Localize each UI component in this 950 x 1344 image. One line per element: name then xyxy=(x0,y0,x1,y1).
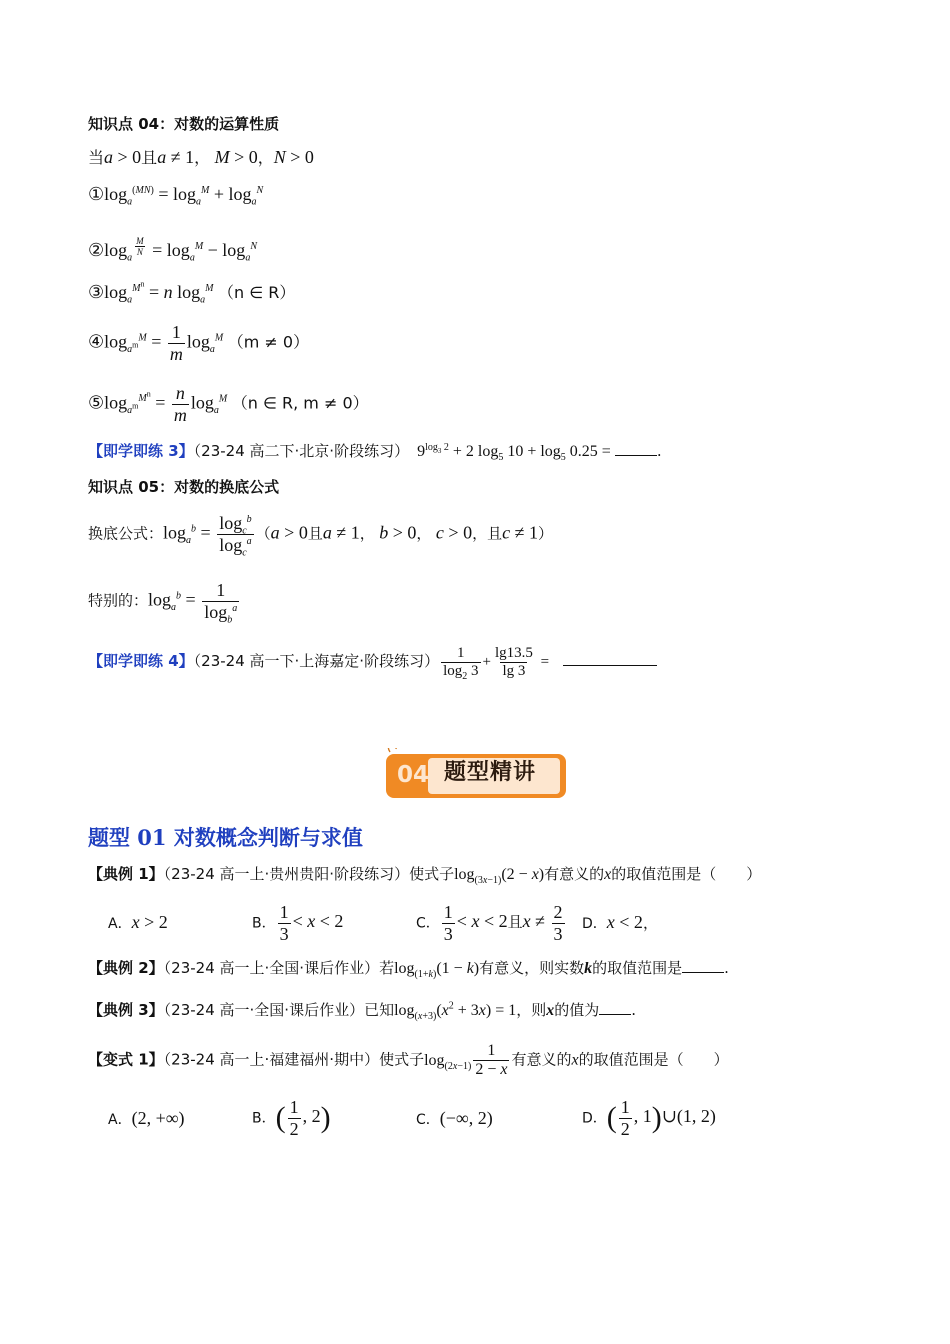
example-1: 【典例 1】（23-24 高一上·贵州贵阳·阶段练习）使式子$\log_{(3x-1)}(2 - x)$有意义的x的取值范围是（ ） xyxy=(88,865,762,887)
rule-1: $①\log_a^{(MN)} = \log_a^M + \log_a^N$ xyxy=(88,184,264,208)
example-3: 【典例 3】（23-24 高一·全国·课后作业）已知$\log_{(x+3)}(x^2 + 3x) = 1$，则x的值为 . xyxy=(88,1000,637,1023)
section4-heading: 知识点 04：对数的运算性质 xyxy=(88,115,280,133)
option-1d[interactable]: D．x < 2， xyxy=(582,912,658,932)
type01-title: 题型 01 对数概念判断与求值 xyxy=(88,825,363,850)
section5-heading: 知识点 05：对数的换底公式 xyxy=(88,478,280,496)
example-2: 【典例 2】（23-24 高一上·全国·课后作业）若$\log_{(1+k)}(1 - k)$有意义，则实数k的取值范围是 . xyxy=(88,959,729,981)
variation-1: 【变式 1】（23-24 高一上·福建福州·期中）使式子$\log_{(2x-1)}$ $\frac{1}{2 - x}$ 有意义的x的取值范围是（ ） xyxy=(88,1042,729,1079)
option-1a[interactable]: A．x > 2 xyxy=(108,912,168,932)
option-1c[interactable]: C． $\frac{1}{3}$ < x < 2且x ≠ $\frac{2}{3}$ xyxy=(416,902,563,944)
rule-5: $⑤\log_{a^m}^{M^n}$ = $\frac{n}{m}$ $\log_a^M (n$ ∈ R, m ≠ 0） xyxy=(88,383,369,425)
banner-number: 04 xyxy=(397,762,430,788)
option-1b[interactable]: B． $\frac{1}{3}$ < x < 2 xyxy=(252,902,344,944)
option-4c[interactable]: C．(−∞, 2) xyxy=(416,1108,493,1128)
option-4a[interactable]: A．(2, +∞) xyxy=(108,1108,185,1128)
practice-3: 【即学即练 3】（23-24 高二下·北京·阶段练习） $9^{log_3 2} + 2$ $\log_5 10 + \log_5 0.25$ = . xyxy=(88,441,662,464)
condition-line: 当a > 0且a ≠ 1， M > 0，N > 0 xyxy=(88,147,314,167)
banner-clip-icon xyxy=(388,748,396,752)
option-4d[interactable]: D．( $\frac{1}{2}$ , 1)∪(1, 2) xyxy=(582,1097,716,1139)
special-formula: 特别的：$\log_a^b$ = $\frac{1}{\log_b^a}$ xyxy=(88,580,238,626)
rule-3: $③\log_a^{M^n} = n$ $\log_a^M (n$ ∈ R） xyxy=(88,279,296,306)
option-4b[interactable]: B．( $\frac{1}{2}$ , 2) xyxy=(252,1097,331,1139)
rule-4: $④\log_{a^m}^M$ = $\frac{1}{m}$ $\log_a^M (m \ne 0)$ xyxy=(88,322,310,364)
change-of-base-formula: 换底公式：$\log_a^b$ = $\frac{\log_c^b}{\log_c^a}$ （a > 0且a ≠ 1， b > 0， c > 0，且c ≠ 1） xyxy=(88,513,553,559)
rule-2: $②\log_a$ $^{\frac{M}{N}}$ = $\log_a^M - \log_a^N$ xyxy=(88,236,257,264)
banner-title: 题型精讲 xyxy=(444,760,537,785)
practice-4: 【即学即练 4】（23-24 高一下·上海嘉定·阶段练习） $\frac{1}{\log_2 3}$ + $\frac{\lg 13.5}{\lg 3}$ = xyxy=(88,645,657,681)
